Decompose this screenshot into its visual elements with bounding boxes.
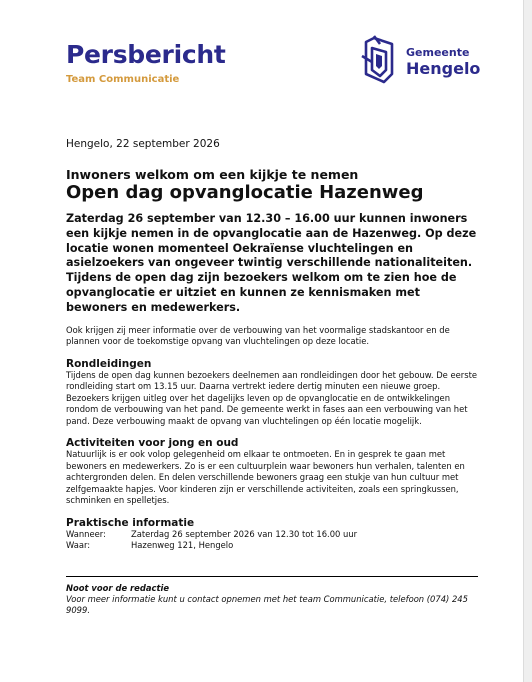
logo-text bbox=[406, 46, 480, 78]
section-activiteiten bbox=[66, 437, 478, 507]
section-title: Activiteiten voor jong en oud bbox=[66, 437, 239, 450]
logo-line-2: Hengelo bbox=[406, 59, 481, 78]
document-title: Persbericht bbox=[66, 40, 226, 69]
page-edge bbox=[523, 0, 532, 682]
release-date: Hengelo, 22 september 2026 bbox=[66, 138, 220, 150]
info-label: Wanneer: bbox=[66, 528, 106, 539]
section-praktische-informatie bbox=[66, 517, 478, 552]
info-value: Zaterdag 26 september 2026 van 12.30 tot 16.00 uur bbox=[131, 528, 358, 539]
section-text: Natuurlijk is er ook volop gelegenheid om elkaar te ontmoeten. En in gesprek te gaan met bewoners en medewerkers. Zo is er een cultuurplein waar bewoners hun verhalen, talenten en achtergronden delen. En delen verschillende bewoners graag een stukje van hun cultuur met zelfgemaakte hapjes. Voor kinderen zijn er verschillende activiteiten, zoals een springkussen, schminken en spelletjes. bbox=[66, 449, 465, 506]
section-title: Rondleidingen bbox=[66, 357, 152, 370]
intro-paragraph: Ook krijgen zij meer informatie over de verbouwing van het voormalige stadskantoor en de plannen voor de toekomstige opvang van vluchtelingen op deze locatie. bbox=[66, 324, 450, 347]
editor-note-title: Noot voor de redactie bbox=[66, 583, 170, 593]
info-label: Waar: bbox=[66, 540, 91, 551]
hengelo-emblem-icon bbox=[358, 34, 400, 90]
kicker: Inwoners welkom om een kijkje te nemen bbox=[66, 167, 359, 182]
section-rondleidingen bbox=[66, 358, 478, 428]
info-value: Hazenweg 121, Hengelo bbox=[131, 540, 234, 551]
lead-paragraph: Zaterdag 26 september van 12.30 – 16.00 uur kunnen inwoners een kijkje nemen in de opvanglocatie aan de Hazenweg. Op deze locatie wonen momenteel Oekraïense vluchtelingen en asielzoekers van ongeveer twintig verschillende nationaliteiten. Tijdens de open dag zijn bezoekers welkom om te zien hoe de opvanglocatie er uitziet en kunnen ze kennismaken met bewoners en medewerkers. bbox=[66, 212, 477, 314]
editor-note bbox=[66, 576, 478, 616]
headline: Open dag opvanglocatie Hazenweg bbox=[66, 182, 424, 203]
press-release-body bbox=[66, 138, 478, 552]
info-row-when bbox=[66, 529, 478, 541]
section-title: Praktische informatie bbox=[66, 516, 195, 529]
document-header bbox=[66, 40, 226, 85]
section-text: Tijdens de open dag kunnen bezoekers deelnemen aan rondleidingen door het gebouw. De eerste rondleiding start om 13.15 uur. Daarna vertrekt iedere dertig minuten een nieuwe groep. Bezoekers krijgen uitleg over het dagelijks leven op de opvanglocatie en de ontwikkelingen rondom de verbouwing van het pand. De gemeente werkt in fases aan een verbouwing van het pand. Deze verbouwing maakt de opvang van vluchtelingen op één locatie mogelijk. bbox=[66, 369, 478, 426]
info-row-where bbox=[66, 540, 478, 552]
document-subtitle: Team Communicatie bbox=[66, 74, 180, 85]
editor-note-text: Voor meer informatie kunt u contact opnemen met het team Communicatie, telefoon (074) 245 9099. bbox=[66, 594, 468, 616]
municipality-logo bbox=[358, 34, 480, 90]
logo-line-1: Gemeente bbox=[406, 46, 470, 59]
